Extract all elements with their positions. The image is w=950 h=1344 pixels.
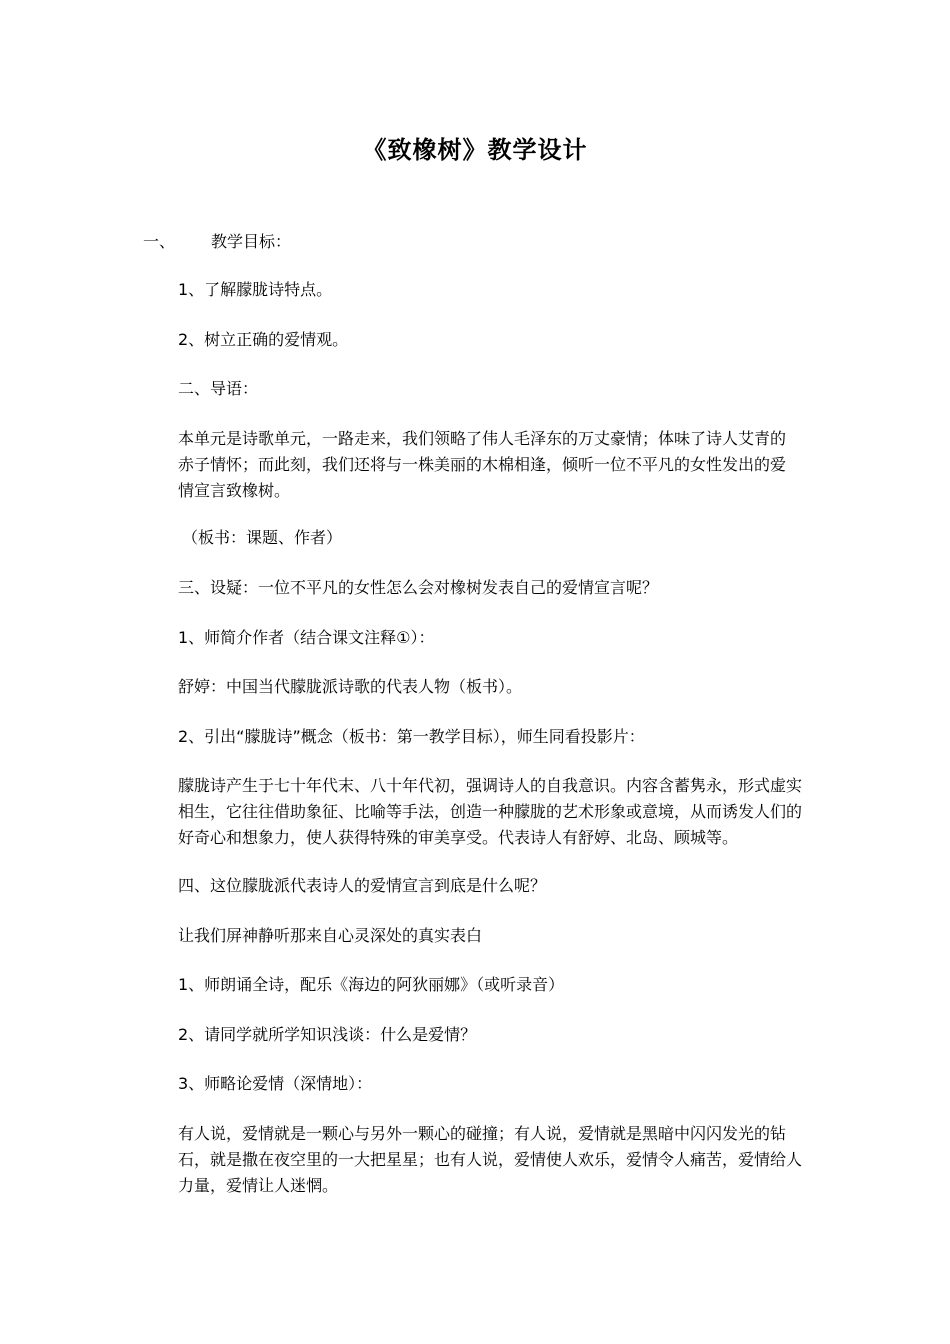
intro-paragraph	[178, 426, 810, 504]
intro-paragraph-line: 赤子情怀；而此刻，我们还将与一株美丽的木棉相逢，倾听一位不平凡的女性发出的爱	[178, 455, 787, 474]
love-paragraph-line: 石，就是撒在夜空里的一大把星星；也有人说，爱情使人欢乐，爱情令人痛苦，爱情给人	[178, 1150, 803, 1169]
section-heading: 教学目标：	[211, 232, 292, 251]
menglong-paragraph-line: 朦胧诗产生于七十年代末、八十年代初，强调诗人的自我意识。内容含蓄隽永，形式虚实	[178, 776, 803, 795]
author-description: 舒婷：中国当代朦胧派诗歌的代表人物（板书）。	[178, 677, 523, 696]
step-concept-intro: 2、引出“朦胧诗”概念（板书：第一教学目标），师生同看投影片：	[178, 727, 645, 746]
step-love-commentary: 3、师略论爱情（深情地）：	[178, 1074, 373, 1093]
step-author-intro: 1、师简介作者（结合课文注释①）：	[178, 628, 435, 647]
section-heading-intro: 二、导语：	[178, 379, 259, 398]
love-paragraph-line: 力量，爱情让人迷惘。	[178, 1176, 339, 1195]
goal-item-1: 1、了解朦胧诗特点。	[178, 280, 333, 299]
menglong-paragraph	[178, 773, 810, 851]
intro-paragraph-line: 情宣言致橡树。	[178, 481, 291, 500]
intro-paragraph-line: 本单元是诗歌单元，一路走来，我们领略了伟人毛泽东的万丈豪情；体味了诗人艾青的	[178, 429, 787, 448]
menglong-paragraph-line: 好奇心和想象力，使人获得特殊的审美享受。代表诗人有舒婷、北岛、顾城等。	[178, 828, 739, 847]
love-paragraph	[178, 1121, 810, 1199]
board-note: （板书：课题、作者）	[182, 528, 343, 547]
section-heading-question: 三、设疑：一位不平凡的女性怎么会对橡树发表自己的爱情宣言呢？	[178, 578, 659, 597]
document-title: 《致橡树》教学设计	[362, 136, 588, 164]
menglong-paragraph-line: 相生，它往往借助象征、比喻等手法，创造一种朦胧的艺术形象或意境，从而诱发人们的	[178, 802, 803, 821]
step-recitation: 1、师朗诵全诗，配乐《海边的阿狄丽娜》（或听录音）	[178, 975, 565, 994]
section-heading-declaration: 四、这位朦胧派代表诗人的爱情宣言到底是什么呢？	[178, 876, 547, 895]
step-discussion: 2、请同学就所学知识浅谈：什么是爱情？	[178, 1025, 477, 1044]
goal-item-2: 2、树立正确的爱情观。	[178, 330, 349, 349]
love-paragraph-line: 有人说，爱情就是一颗心与另外一颗心的碰撞；有人说，爱情就是黑暗中闪闪发光的钻	[178, 1124, 787, 1143]
section-number: 一、	[143, 232, 176, 251]
transition-line: 让我们屏神静听那来自心灵深处的真实表白	[178, 926, 483, 945]
